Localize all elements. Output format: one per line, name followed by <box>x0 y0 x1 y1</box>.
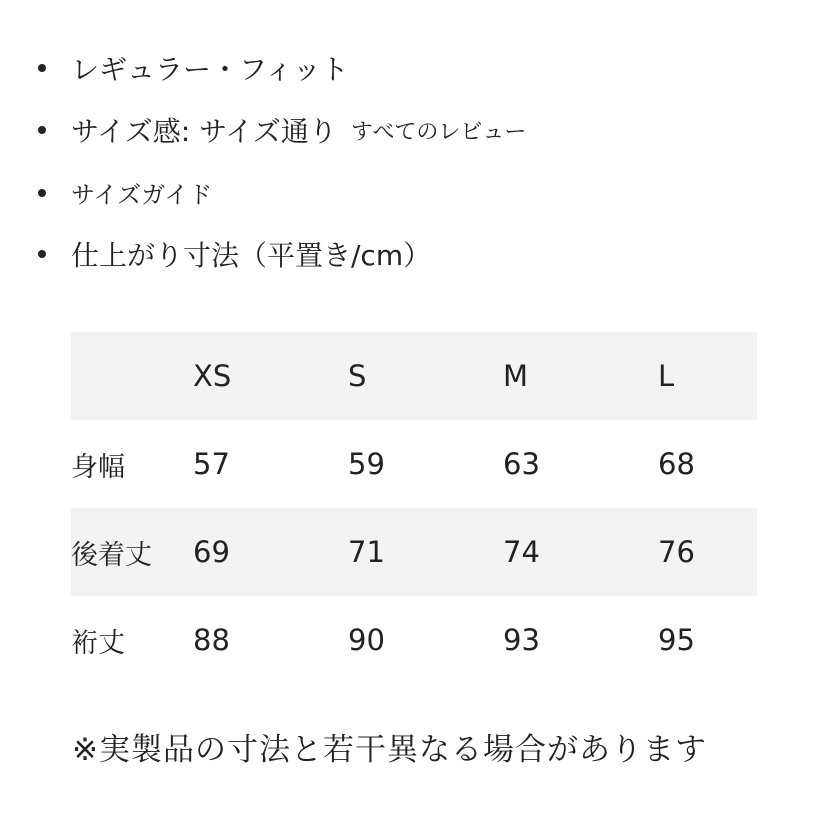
fit-text: レギュラー・フィット <box>71 53 349 86</box>
table-row <box>71 508 757 596</box>
dimensions-heading: 仕上がり寸法（平置き/cm） <box>71 239 432 272</box>
table-cell: 59 <box>348 447 385 481</box>
bullet-dot-icon <box>38 189 46 197</box>
table-cell: 95 <box>658 623 695 657</box>
table-cell: 88 <box>193 623 230 657</box>
row-label: 身幅 <box>71 451 125 483</box>
table-cell: 76 <box>658 535 695 569</box>
header-cell-l: L <box>658 359 675 393</box>
table-cell: 68 <box>658 447 695 481</box>
table-row <box>71 596 757 684</box>
bullet-fit <box>38 48 349 88</box>
header-cell-s: S <box>348 359 367 393</box>
header-cell <box>71 332 193 420</box>
table-cell: 74 <box>503 535 540 569</box>
table-row <box>71 420 757 508</box>
table-cell: 63 <box>503 447 540 481</box>
header-cell-xs: XS <box>193 359 232 393</box>
bullet-dot-icon <box>38 250 46 258</box>
row-label: 後着丈 <box>71 539 152 571</box>
bullet-dot-icon <box>38 64 46 72</box>
table-cell: 69 <box>193 535 230 569</box>
size-feel-text: サイズ感: サイズ通り <box>71 115 337 148</box>
header-cell-m: M <box>503 359 529 393</box>
row-label: 裄丈 <box>71 627 125 659</box>
all-reviews-link[interactable]: すべてのレビュー <box>350 119 527 145</box>
dimension-note: ※実製品の寸法と若干異なる場合があります <box>72 732 707 768</box>
table-cell: 57 <box>193 447 230 481</box>
size-table <box>71 332 757 684</box>
bullet-size-guide[interactable] <box>38 175 212 210</box>
table-cell: 93 <box>503 623 540 657</box>
bullet-dimensions <box>38 234 431 274</box>
table-cell: 90 <box>348 623 385 657</box>
table-cell: 71 <box>348 535 385 569</box>
size-guide-link[interactable]: サイズガイド <box>71 181 213 209</box>
bullet-size-feel <box>38 110 526 150</box>
bullet-dot-icon <box>38 126 46 134</box>
table-header-row <box>71 332 757 420</box>
